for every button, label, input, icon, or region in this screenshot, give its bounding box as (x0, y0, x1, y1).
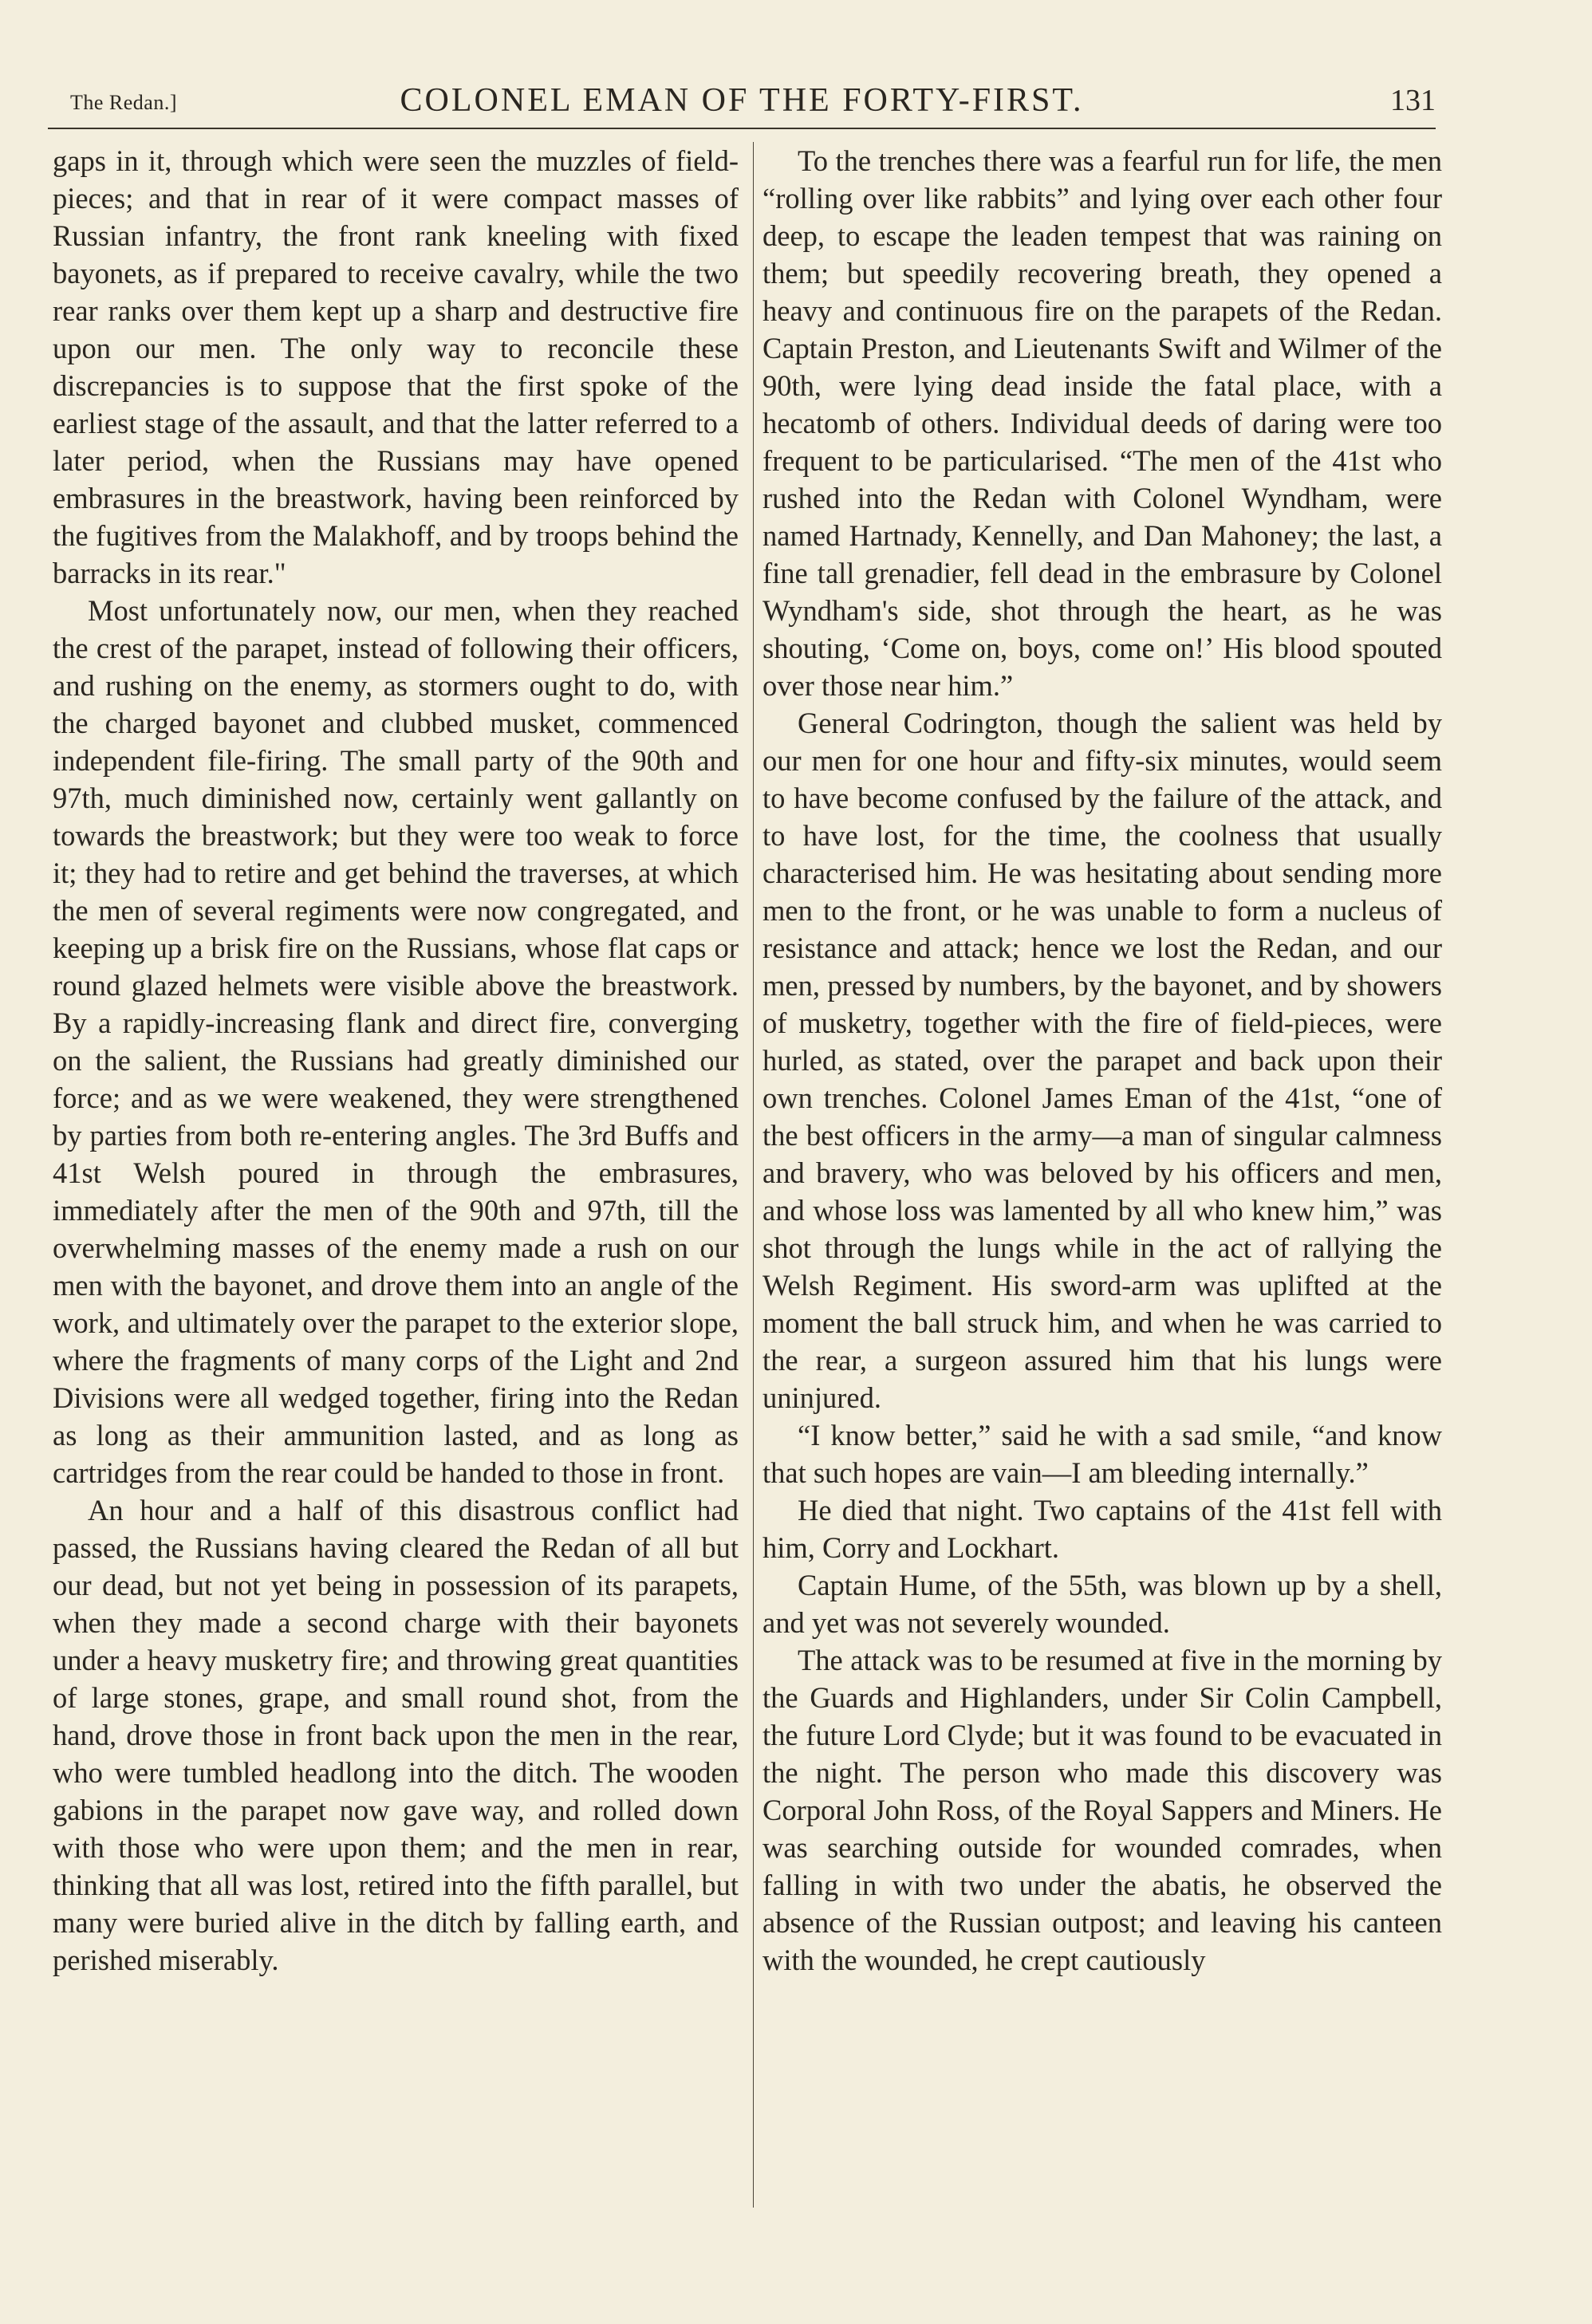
running-head-title: COLONEL EMAN OF THE FORTY-FIRST. (400, 82, 1084, 119)
paragraph: “I know better,” said he with a sad smile, “and know that such hopes are vain—I am bleeding internally.” (763, 1419, 1442, 1489)
running-head-section: The Redan.] (70, 91, 178, 114)
paragraph: gaps in it, through which were seen the muzzles of field-pieces; and that in rear of it were compact masses of Russian infantry, the front rank kneeling with fixed bayonets, as if prepared to receive cavalry, while the two rear ranks over them kept up a sharp and destructive fire upon our men. The only way to reconcile these discrepancies is to suppose that the first spoke of the earliest stage of the assault, and that the latter referred to a later period, when the Russians may have opened embrasures in the breastwork, having been reinforced by the fugitives from the Malakhoff, and by troops behind the barracks in its rear." (53, 144, 739, 589)
paragraph: The attack was to be resumed at five in the morning by the Guards and Highlanders, under Sir Colin Campbell, the future Lord Clyde; but it was found to be evacuated in the night. The person who made this discovery was Corporal John Ross, of the Royal Sappers and Miners. He was searching outside for wounded comrades, when falling in with two under the abatis, he observed the absence of the Russian outpost; and leaving his canteen with the wounded, he crept cautiously (763, 1644, 1442, 1976)
paragraph: To the trenches there was a fearful run for life, the men “rolling over like rabbits” and lying over each other four deep, to escape the leaden tempest that was raining on them; but speedily recovering breath, they opened a heavy and continuous fire on the parapets of the Redan. Captain Preston, and Lieutenants Swift and Wilmer of the 90th, were lying dead inside the fatal place, with a hecatomb of others. Individual deeds of daring were too frequent to be particularised. “The men of the 41st who rushed into the Redan with Colonel Wyndham, were named Hartnady, Kennelly, and Dan Mahoney; the last, a fine tall grenadier, fell dead in the embrasure by Colonel Wyndham's side, shot through the heart, as he was shouting, ‘Come on, boys, come on!’ His blood spouted over those near him.” (763, 144, 1442, 702)
page-number: 131 (1390, 84, 1436, 117)
paragraph: Captain Hume, of the 55th, was blown up by a shell, and yet was not severely wounded. (763, 1569, 1442, 1639)
column-divider (753, 142, 754, 2208)
right-column (763, 142, 1442, 1979)
left-column (53, 142, 739, 1979)
paragraph: General Codrington, though the salient was held by our men for one hour and fifty-six minutes, would seem to have become confused by the failure of the attack, and to have lost, for the time, the coolness that usually characterised him. He was hesitating about sending more men to the front, or he was unable to form a nucleus of resistance and attack; hence we lost the Redan, and our men, pressed by numbers, by the bayonet, and by showers of musketry, together with the fire of field-pieces, were hurled, as stated, over the parapet and back upon their own trenches. Colonel James Eman of the 41st, “one of the best officers in the army—a man of singular calmness and bravery, who was beloved by his officers and men, and whose loss was lamented by all who knew him,” was shot through the lungs while in the act of rallying the Welsh Regiment. His sword-arm was uplifted at the moment the ball struck him, and when he was carried to the rear, a surgeon assured him that his lungs were uninjured. (763, 707, 1442, 1414)
paragraph: An hour and a half of this disastrous conflict had passed, the Russians having cleared the Redan of all but our dead, but not yet being in possession of its parapets, when they made a second charge with their bayonets under a heavy musketry fire; and throwing great quantities of large stones, grape, and small round shot, from the hand, drove those in front back upon the men in the rear, who were tumbled headlong into the ditch. The wooden gabions in the parapet now gave way, and rolled down with those who were upon them; and the men in rear, thinking that all was lost, retired into the fifth parallel, but many were buried alive in the ditch by falling earth, and perished miserably. (53, 1494, 739, 1976)
header-rule (48, 128, 1436, 129)
paragraph: He died that night. Two captains of the 41st fell with him, Corry and Lockhart. (763, 1494, 1442, 1564)
page-header (48, 77, 1436, 128)
paragraph: Most unfortunately now, our men, when they reached the crest of the parapet, instead of following their officers, and rushing on the enemy, as stormers ought to do, with the charged bayonet and clubbed musket, commenced independent file-firing. The small party of the 90th and 97th, much diminished now, certainly went gallantly on towards the breastwork; but they were too weak to force it; they had to retire and get behind the traverses, at which the men of several regiments were now congregated, and keeping up a brisk fire on the Russians, whose flat caps or round glazed helmets were visible above the breastwork. By a rapidly-increasing flank and direct fire, converging on the salient, the Russians had greatly diminished our force; and as we were weakened, they were strengthened by parties from both re-entering angles. The 3rd Buffs and 41st Welsh poured in through the embrasures, immediately after the men of the 90th and 97th, till the overwhelming masses of the enemy made a rush on our men with the bayonet, and drove them into an angle of the work, and ultimately over the parapet to the exterior slope, where the fragments of many corps of the Light and 2nd Divisions were all wedged together, firing into the Redan as long as their ammunition lasted, and as long as cartridges from the rear could be handed to those in front. (53, 594, 739, 1489)
